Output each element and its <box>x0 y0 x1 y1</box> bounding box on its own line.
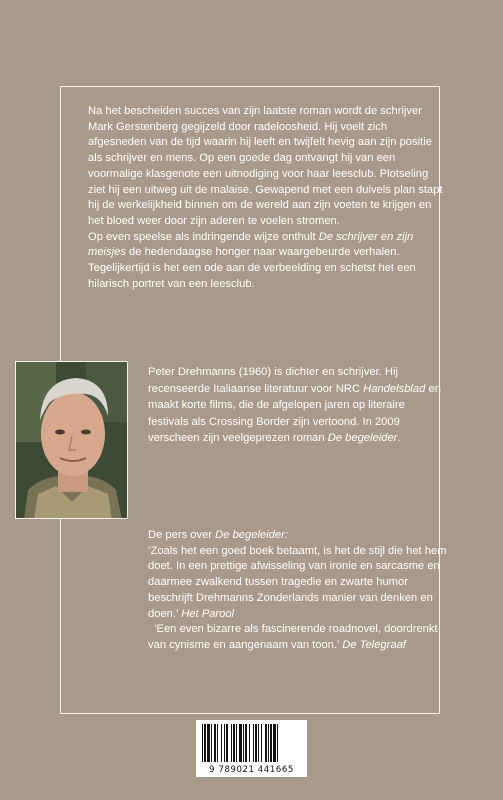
blurb-paragraph-2 <box>88 230 443 293</box>
novel-title: De begeleider <box>327 432 398 445</box>
barcode-stripe <box>224 724 225 762</box>
barcode-stripe <box>204 724 206 762</box>
barcode-stripe <box>202 724 203 762</box>
barcode-stripe <box>207 724 210 762</box>
author-bio-text-1: Peter Drehmanns (1960) is dichter en schrijver. Hij recenseerde Italiaanse literatuur voor NRC <box>148 366 398 395</box>
author-bio-text-3: . <box>397 432 401 445</box>
press-quote-2 <box>148 622 448 653</box>
barcode-stripe <box>239 724 242 762</box>
press-quotes <box>148 528 448 654</box>
book-title: De schrijver en zijn meisjes <box>88 230 414 259</box>
barcode-stripe <box>255 724 257 762</box>
barcode-stripe <box>226 724 228 762</box>
isbn-number: 9 789021 441665 <box>209 765 294 775</box>
barcode-stripe <box>217 724 218 762</box>
quote-1-source: Het Parool <box>181 607 235 620</box>
quote-1-text: ‘Zoals het een goed boek betaamt, is het de stijl die het hem doet. In een prettige afwisseling van ironie en sarcasme en daarmee zwalkend tussen tragedie en zwarte humor beschrijft Drehmanns Zonderlands manier van denken en doen.’ <box>148 544 447 620</box>
author-bio-text-2: en maakt korte films, die de afgelopen jaren op literaire festivals als Crossing Border zijn vertoond. In 2009 verscheen zijn veelgeprezen roman <box>148 382 441 445</box>
barcode-stripe <box>261 724 262 762</box>
author-bio <box>148 364 443 447</box>
back-cover-blurb <box>88 104 443 292</box>
isbn-barcode <box>196 720 307 777</box>
press-heading-title: De begeleider: <box>215 529 288 541</box>
barcode-stripe <box>265 724 267 762</box>
quote-2-text: ‘Een even bizarre als fascinerende roadnovel, doordrenkt van cynisme en aangenaam van toon.’ <box>148 623 438 651</box>
newspaper-name: Handelsblad <box>363 382 426 395</box>
barcode-stripe <box>245 724 247 762</box>
barcode-stripe <box>221 724 222 762</box>
barcode-stripe <box>270 724 272 762</box>
barcode-stripe <box>243 724 244 762</box>
blurb-p2-before: Op even speelse als indringende wijze onthult <box>88 230 319 243</box>
barcode-stripe <box>211 724 212 762</box>
quote-2-source: De Telegraaf <box>342 638 406 651</box>
barcode-stripe <box>214 724 216 762</box>
barcode-stripe <box>268 724 269 762</box>
barcode-stripe <box>249 724 250 762</box>
barcode-stripe <box>231 724 232 762</box>
barcode-stripe <box>233 724 235 762</box>
barcode-stripe <box>273 724 276 762</box>
author-portrait <box>15 361 128 519</box>
barcode-stripe <box>236 724 237 762</box>
barcode-stripe <box>258 724 259 762</box>
barcode-stripe <box>253 724 254 762</box>
press-quote-1 <box>148 544 448 623</box>
blurb-p2-after: de hedendaagse honger naar waargebeurde verhalen. Tegelijkertijd is het een ode aan de verbeelding en schetst het een hilarisch portret van een leesclub. <box>88 246 416 290</box>
press-heading-prefix: De pers over <box>148 529 216 541</box>
barcode-bars <box>196 720 307 766</box>
blurb-paragraph-1: Na het bescheiden succes van zijn laatste roman wordt de schrijver Mark Gerstenberg gegijzeld door radeloosheid. Hij voelt zich afgesneden van de tijd waarin hij leeft en twijfelt hevig aan zijn positie als schrijver en mens. Op een goede dag ontvangt hij van een voormalige klasgenote een uitnodiging voor haar leesclub. Plotseling ziet hij een uitweg uit de malaise. Gewapend met een duivels plan stapt hij de werkelijkheid binnen om de wereld aan zijn voeten te krijgen en het bloed weer door zijn aderen te voelen stromen. <box>88 105 443 227</box>
barcode-stripe <box>277 724 278 762</box>
press-heading <box>148 528 448 544</box>
